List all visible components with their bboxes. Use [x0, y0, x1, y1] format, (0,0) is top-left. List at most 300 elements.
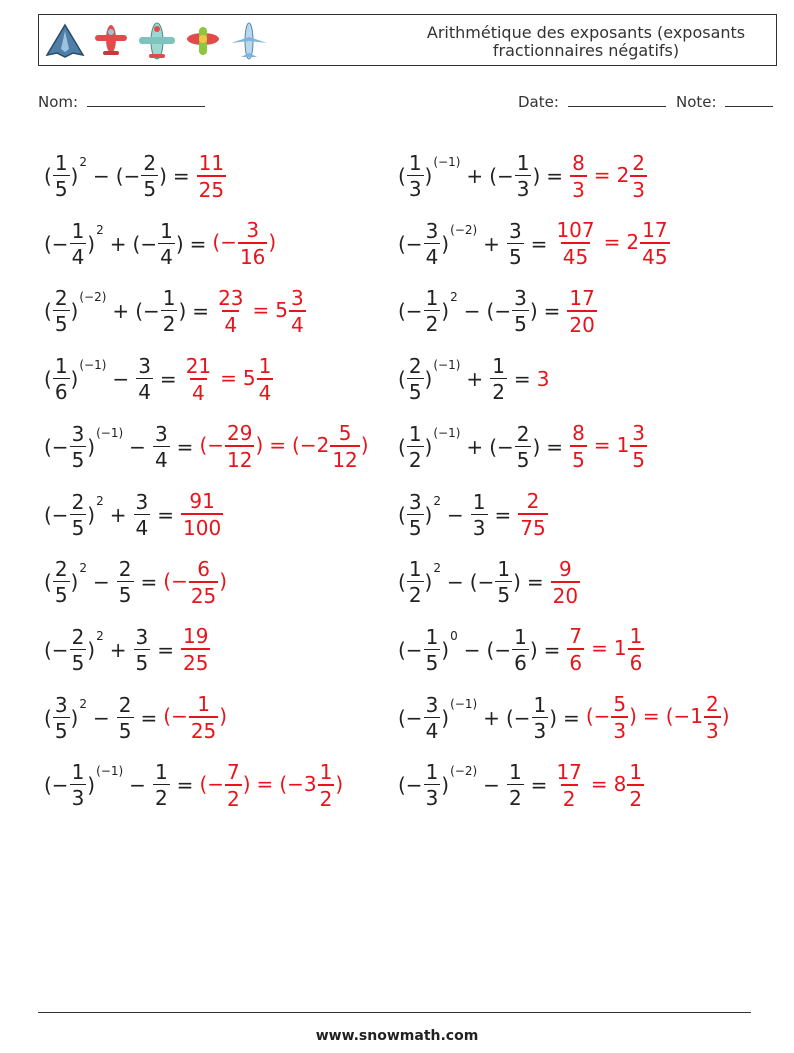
operator: =	[159, 367, 177, 392]
name-blank[interactable]	[87, 92, 205, 107]
denominator: 2	[408, 583, 422, 608]
title-line-1: Arithmétique des exposants (exposants	[426, 23, 746, 42]
fraction	[70, 421, 87, 472]
fraction	[53, 153, 70, 199]
fraction	[53, 286, 70, 337]
numerator: 3	[138, 354, 151, 379]
fraction	[53, 692, 70, 743]
problem-9	[44, 417, 369, 477]
paren: )	[87, 773, 96, 798]
paren: (−	[489, 434, 514, 459]
denominator: 3	[704, 716, 721, 741]
fraction	[117, 557, 134, 608]
paren: )	[70, 164, 79, 188]
exponent: 2	[79, 561, 87, 576]
paren: (−	[486, 299, 512, 324]
numerator: 2	[54, 286, 68, 311]
denominator: 2	[154, 786, 168, 811]
numerator: 3	[54, 692, 68, 717]
denominator: 2	[162, 312, 176, 337]
problem-1	[44, 146, 227, 206]
answer	[180, 491, 224, 538]
fraction	[507, 218, 524, 269]
answer-text: (−	[163, 704, 188, 729]
numerator: 3	[135, 624, 149, 649]
fraction	[184, 353, 213, 405]
answer	[550, 556, 581, 608]
paren: (−	[398, 637, 423, 662]
paren: )	[441, 773, 450, 798]
answer	[180, 624, 211, 676]
mixed-whole: 1	[613, 636, 627, 661]
name-field[interactable]	[38, 92, 205, 111]
denominator: 5	[118, 718, 132, 743]
fraction	[134, 624, 151, 675]
exponent: (−1)	[433, 425, 461, 440]
plane-icons	[43, 19, 273, 63]
paren: )	[529, 637, 538, 662]
problem-13	[44, 552, 227, 612]
paren: (−	[44, 231, 69, 256]
answer-text: )	[242, 771, 251, 796]
paren: (	[398, 367, 406, 392]
answer	[199, 759, 344, 811]
problem-16	[398, 620, 645, 680]
fraction	[257, 353, 274, 405]
paren: )	[532, 164, 541, 188]
denominator: 20	[567, 310, 596, 335]
operator: −	[447, 570, 464, 595]
denominator: 4	[154, 447, 168, 472]
operator: =	[189, 231, 207, 256]
operator: −	[112, 367, 130, 392]
fraction	[158, 218, 175, 269]
numerator: 7	[569, 624, 583, 649]
answer-operator: =	[252, 297, 270, 322]
operator: +	[466, 434, 484, 459]
denominator: 5	[497, 583, 511, 608]
fraction	[407, 489, 424, 540]
fraction	[490, 354, 507, 405]
numerator: 2	[143, 151, 157, 175]
answer-text: (−	[585, 704, 611, 729]
paren: (−	[469, 570, 495, 595]
operator: +	[466, 367, 484, 392]
problem-8	[398, 349, 549, 409]
operator: =	[543, 637, 561, 662]
numerator: 1	[258, 353, 272, 378]
exponent: (−2)	[450, 764, 478, 779]
numerator: 5	[613, 692, 627, 717]
answer-text: (−	[199, 771, 224, 796]
paren: )	[87, 434, 96, 459]
operator: +	[483, 231, 500, 256]
numerator: 9	[559, 556, 572, 581]
numerator: 2	[516, 421, 530, 446]
denominator: 4	[257, 378, 274, 403]
operator: =	[176, 434, 194, 459]
operator: +	[483, 705, 500, 730]
fraction	[181, 624, 210, 676]
date-blank[interactable]	[568, 92, 666, 107]
paren: (	[44, 164, 52, 188]
operator: =	[192, 299, 210, 324]
answer-text: (−2	[292, 433, 330, 458]
fraction	[318, 759, 335, 811]
fraction	[225, 759, 242, 811]
operator: =	[546, 434, 564, 459]
fraction	[134, 489, 151, 540]
paren: (−	[44, 637, 69, 662]
exponent: (−2)	[450, 222, 478, 237]
answer-text: )	[629, 704, 637, 729]
fraction	[197, 150, 226, 202]
paren: )	[424, 502, 433, 527]
answer-text: )	[721, 704, 730, 729]
numerator: 1	[197, 692, 210, 717]
problem-5	[44, 281, 307, 341]
numerator: 1	[154, 760, 168, 785]
numerator: 3	[408, 489, 422, 514]
fraction	[289, 285, 306, 337]
worksheet-header	[38, 14, 777, 66]
fraction	[704, 692, 721, 744]
fraction	[70, 489, 87, 540]
numerator: 1	[408, 151, 422, 175]
note-field[interactable]	[676, 92, 773, 111]
answer	[215, 285, 307, 337]
paren: (−	[44, 773, 69, 798]
fraction	[640, 218, 669, 270]
denominator: 12	[330, 445, 359, 470]
denominator: 25	[197, 175, 226, 200]
answer	[537, 367, 550, 391]
problem-12	[398, 485, 549, 545]
numerator: 11	[198, 150, 225, 175]
numerator: 1	[629, 759, 643, 784]
fraction	[238, 218, 267, 270]
numerator: 1	[516, 151, 530, 175]
date-field[interactable]	[518, 92, 666, 111]
exponent: (−1)	[450, 696, 478, 711]
denominator: 5	[118, 583, 132, 608]
answer-operator: =	[593, 162, 611, 187]
problem-6	[398, 281, 598, 341]
paren: (	[44, 367, 52, 392]
denominator: 5	[54, 177, 68, 201]
fraction	[407, 354, 424, 405]
exponent: (−1)	[96, 425, 124, 440]
blue-plane-icon	[227, 19, 271, 63]
paren: (	[398, 502, 406, 527]
answer	[163, 692, 228, 744]
answer-operator: =	[591, 636, 608, 661]
numerator: 3	[514, 286, 527, 311]
numerator: 19	[183, 624, 209, 649]
denominator: 12	[225, 445, 254, 470]
operator: −	[463, 637, 481, 662]
numerator: 2	[118, 557, 132, 582]
paren: (−	[398, 705, 423, 730]
denominator: 4	[138, 380, 151, 405]
denominator: 6	[514, 650, 527, 675]
fraction	[515, 153, 532, 199]
numerator: 3	[508, 218, 522, 243]
denominator: 6	[628, 648, 645, 673]
denominator: 5	[514, 312, 527, 337]
problem-15	[44, 620, 211, 680]
fraction	[567, 285, 596, 337]
operator: −	[483, 773, 500, 798]
fraction	[424, 760, 441, 811]
fraction	[225, 421, 254, 473]
paren: (−	[398, 299, 423, 324]
paren: )	[70, 705, 79, 730]
paren: )	[159, 164, 167, 188]
operator: =	[546, 164, 564, 188]
fraction	[512, 286, 529, 337]
numerator: 2	[71, 489, 85, 514]
mixed-whole: 5	[242, 365, 256, 390]
denominator: 3	[516, 177, 530, 201]
numerator: 1	[408, 557, 422, 582]
operator: +	[109, 637, 127, 662]
paren: )	[549, 705, 558, 730]
numerator: 8	[572, 150, 585, 175]
denominator: 5	[54, 718, 68, 743]
date-label: Date:	[518, 93, 559, 111]
paren: )	[178, 299, 187, 324]
numerator: 1	[425, 760, 439, 785]
fraction	[407, 557, 424, 608]
footer-divider	[38, 1012, 751, 1013]
answer	[199, 421, 369, 473]
denominator: 45	[561, 242, 590, 267]
paren: (−	[135, 299, 160, 324]
denominator: 25	[189, 716, 218, 741]
paren: (−	[398, 773, 423, 798]
answer-text: )	[268, 230, 277, 255]
fraction	[70, 624, 87, 675]
denominator: 6	[54, 380, 68, 405]
denominator: 100	[181, 513, 223, 538]
numerator: 1	[319, 759, 333, 784]
paren: )	[529, 299, 538, 324]
numerator: 17	[569, 285, 595, 310]
paren: )	[441, 705, 450, 730]
denominator: 4	[71, 244, 85, 269]
exponent: (−1)	[96, 764, 124, 779]
fraction	[611, 692, 628, 744]
fraction	[630, 150, 647, 202]
paren: (−	[398, 231, 423, 256]
numerator: 2	[632, 150, 646, 175]
paren: )	[424, 164, 433, 188]
answer	[196, 150, 227, 202]
denominator: 5	[54, 583, 68, 608]
fraction	[70, 218, 87, 269]
numerator: 1	[514, 624, 527, 649]
denominator: 3	[611, 716, 628, 741]
answer-text: (−	[163, 568, 188, 593]
denominator: 5	[71, 447, 85, 472]
fraction	[189, 692, 218, 744]
denominator: 4	[160, 244, 173, 269]
exponent: 2	[79, 155, 87, 169]
operator: =	[140, 570, 158, 595]
note-blank[interactable]	[725, 92, 773, 107]
fraction	[117, 692, 134, 743]
exponent: (−1)	[79, 358, 107, 373]
denominator: 2	[425, 312, 439, 337]
paren: (−	[44, 502, 69, 527]
paren: )	[70, 570, 79, 595]
numerator: 1	[54, 354, 68, 379]
paren: )	[175, 231, 184, 256]
answer	[569, 421, 648, 473]
numerator: 1	[71, 218, 85, 243]
denominator: 2	[627, 784, 644, 809]
fraction	[628, 624, 645, 676]
operator: −	[463, 299, 481, 324]
numerator: 21	[185, 353, 212, 378]
answer-text: )	[360, 433, 369, 458]
answer-operator: =	[256, 771, 274, 796]
fraction	[424, 218, 441, 269]
problem-17	[44, 688, 227, 748]
fraction	[407, 421, 424, 472]
answer-operator: =	[593, 433, 611, 458]
problem-2	[398, 146, 648, 206]
fraction	[495, 557, 512, 608]
numerator: 7	[227, 759, 240, 784]
numerator: 3	[246, 218, 260, 243]
exponent: (−2)	[79, 290, 107, 305]
answer	[553, 218, 670, 270]
numerator: 8	[572, 421, 585, 446]
problem-20	[398, 755, 645, 815]
numerator: 3	[71, 421, 85, 446]
numerator: 2	[71, 624, 85, 649]
operator: +	[109, 231, 127, 256]
denominator: 4	[135, 515, 149, 540]
numerator: 3	[632, 421, 646, 446]
fraction	[532, 692, 549, 743]
fraction	[407, 153, 424, 199]
answer-text: (−	[212, 230, 237, 255]
denominator: 4	[425, 718, 439, 743]
answer	[566, 624, 645, 676]
fraction	[570, 421, 587, 473]
denominator: 6	[567, 648, 584, 673]
red-plane-icon	[89, 19, 133, 63]
denominator: 4	[289, 310, 306, 335]
exponent: 2	[79, 696, 87, 711]
exponent: (−1)	[433, 155, 461, 169]
fraction	[471, 489, 488, 540]
worksheet-title	[416, 24, 756, 60]
denominator: 5	[516, 447, 530, 472]
problem-10	[398, 417, 648, 477]
paren: )	[70, 367, 79, 392]
answer	[183, 353, 275, 405]
numerator: 1	[492, 354, 505, 379]
paren: )	[424, 367, 433, 392]
paren: (−	[132, 231, 158, 256]
operator: =	[513, 367, 531, 392]
numerator: 1	[508, 760, 522, 785]
numerator: 3	[135, 489, 149, 514]
fraction	[189, 556, 218, 608]
operator: −	[129, 773, 146, 798]
denominator: 5	[54, 312, 68, 337]
denominator: 5	[135, 650, 149, 675]
numerator: 1	[425, 624, 439, 649]
answer-text: )	[219, 704, 228, 729]
denominator: 2	[225, 784, 242, 809]
paren: (−	[489, 164, 514, 188]
paren: )	[441, 299, 450, 324]
numerator: 2	[526, 489, 540, 513]
numerator: 6	[197, 556, 210, 581]
paren: (	[44, 570, 52, 595]
denominator: 2	[492, 380, 505, 405]
denominator: 3	[472, 515, 486, 540]
title-line-2: fractionnaires négatifs)	[492, 41, 680, 60]
denominator: 75	[518, 513, 547, 538]
paren: )	[87, 231, 96, 256]
stealth-plane-icon	[43, 19, 87, 63]
exponent: 2	[96, 493, 104, 508]
red-green-plane-icon	[181, 19, 225, 63]
denominator: 3	[425, 786, 439, 811]
answer	[585, 692, 730, 744]
operator: =	[526, 570, 544, 595]
denominator: 5	[508, 244, 522, 269]
numerator: 3	[425, 218, 439, 243]
problem-11	[44, 485, 224, 545]
fraction	[627, 759, 644, 811]
exponent: 2	[433, 561, 441, 576]
exponent: 2	[450, 290, 458, 305]
fraction	[181, 491, 223, 538]
numerator: 1	[629, 624, 643, 649]
operator: =	[494, 502, 512, 527]
paren: (	[44, 705, 52, 730]
paren: )	[87, 637, 96, 662]
problem-18	[398, 688, 730, 748]
mixed-whole: 2	[626, 230, 640, 255]
fraction	[153, 421, 170, 472]
answer-text: )	[219, 568, 228, 593]
note-label: Note:	[676, 93, 717, 111]
exponent: 2	[433, 493, 441, 508]
fraction	[507, 760, 524, 811]
answer	[566, 285, 597, 337]
operator: =	[157, 502, 175, 527]
answer-operator: =	[642, 704, 660, 729]
numerator: 3	[291, 285, 304, 310]
answer-operator: =	[590, 771, 608, 796]
paren: )	[424, 434, 433, 459]
fraction	[153, 760, 170, 811]
answer-operator: =	[603, 230, 621, 255]
numerator: 29	[227, 421, 253, 446]
denominator: 3	[570, 175, 587, 200]
mixed-whole: 1	[616, 433, 630, 458]
denominator: 4	[222, 310, 239, 335]
numerator: 2	[118, 692, 132, 717]
